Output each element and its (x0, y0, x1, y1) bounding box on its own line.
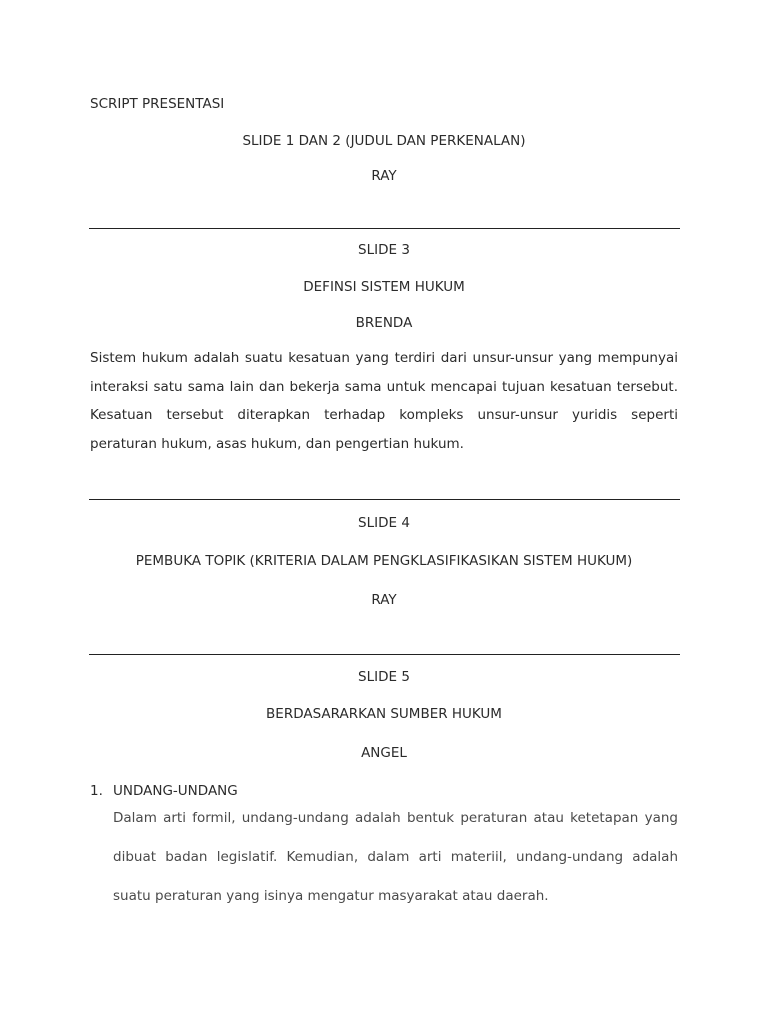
slide-5-label: SLIDE 5 (358, 669, 410, 685)
slide-5-presenter: ANGEL (361, 745, 407, 761)
list-item-number: 1. (90, 783, 103, 799)
document-heading: SCRIPT PRESENTASI (90, 96, 225, 112)
slide-5-title: BERDASARARKAN SUMBER HUKUM (266, 706, 502, 722)
slide-3-body: Sistem hukum adalah suatu kesatuan yang terdiri dari unsur-unsur yang mempunyai interaksi satu sama lain dan bekerja sama untuk mencapai tujuan kesatuan tersebut. Kesatuan tersebut diterapkan terhadap kompleks unsur-unsur yuridis seperti peraturan hukum, asas hukum, dan pengertian hukum. (90, 350, 678, 452)
section-divider (89, 499, 680, 500)
slide-4-presenter: RAY (371, 592, 397, 608)
slide-3-label: SLIDE 3 (358, 242, 410, 258)
slide-1-2-label: SLIDE 1 DAN 2 (JUDUL DAN PERKENALAN) (242, 133, 526, 149)
slide-3-title: DEFINSI SISTEM HUKUM (303, 279, 465, 295)
slide-4-label: SLIDE 4 (358, 515, 410, 531)
slide-4-title: PEMBUKA TOPIK (KRITERIA DALAM PENGKLASIFIKASIKAN SISTEM HUKUM) (135, 553, 633, 569)
list-item-title: UNDANG-UNDANG (113, 783, 238, 799)
section-divider (89, 654, 680, 655)
slide-1-2-presenter: RAY (371, 168, 397, 184)
list-item-body: Dalam arti formil, undang-undang adalah bentuk peraturan atau ketetapan yang dibuat badan legislatif. Kemudian, dalam arti materiil, undang-undang adalah suatu peraturan yang isinya mengatur masyarakat atau daerah. (113, 810, 678, 904)
slide-3-presenter: BRENDA (355, 315, 413, 331)
section-divider (89, 228, 680, 229)
